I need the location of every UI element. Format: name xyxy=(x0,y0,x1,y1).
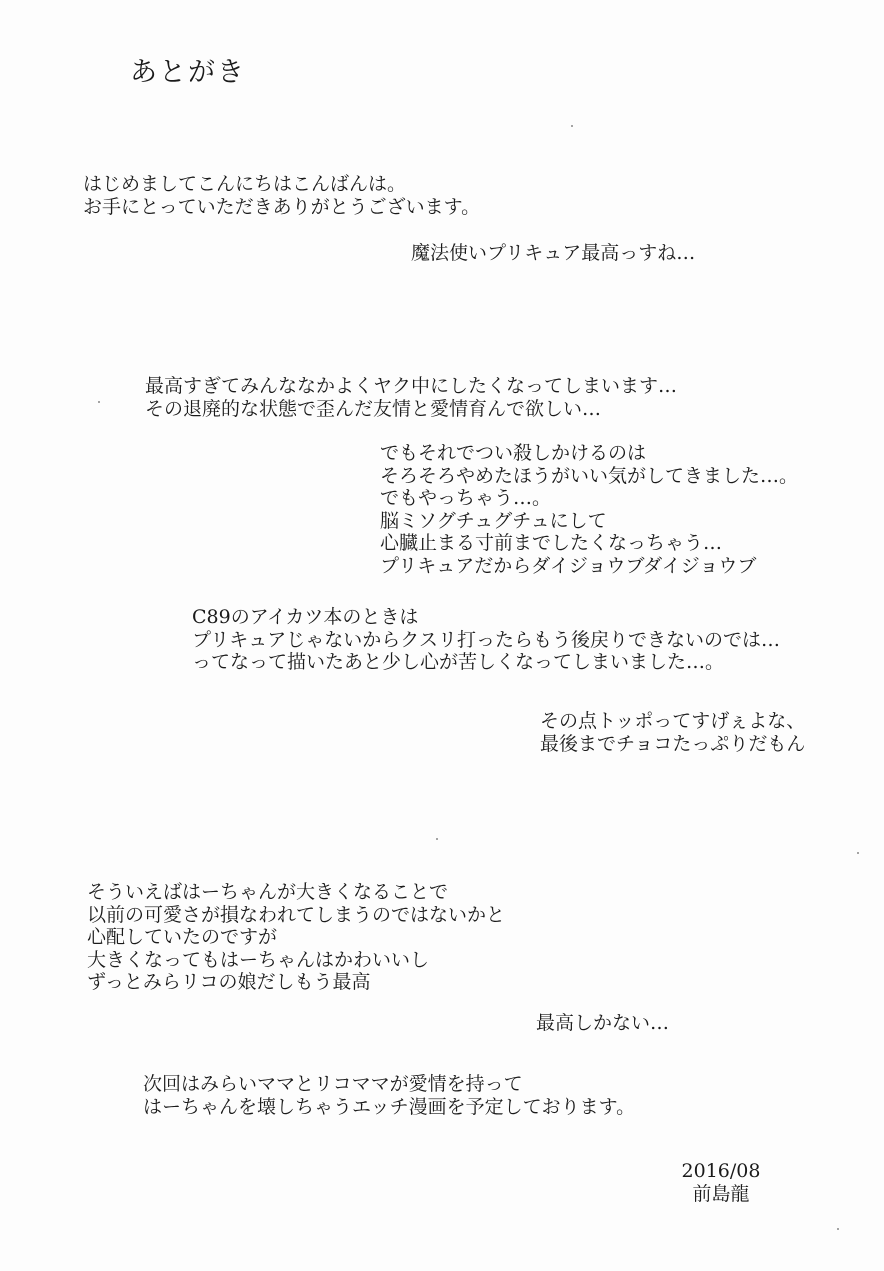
text-line: そろそろやめたほうがいい気がしてきました…。 xyxy=(380,464,799,487)
text-line: 最後までチョコたっぷりだもん xyxy=(540,732,806,755)
text-line: でもやっちゃう…。 xyxy=(380,487,552,509)
text-line: お手にとっていただきありがとうございます。 xyxy=(83,195,481,218)
text-line: そういえばはーちゃんが大きくなることで xyxy=(87,881,449,903)
best-remark xyxy=(536,1012,669,1035)
text-line: はじめましてこんにちはこんばんは。 xyxy=(83,173,407,195)
text-line: その点トッポってすげぇよな、 xyxy=(540,710,806,732)
c89-paragraph xyxy=(192,606,780,674)
text-line: 心臓止まる寸前までしたくなっちゃう… xyxy=(380,532,723,554)
text-line: 魔法使いプリキュア最高っすね… xyxy=(411,242,696,264)
text-line: プリキュアだからダイジョウブダイジョウブ xyxy=(380,554,757,577)
text-line: はーちゃんを壊しちゃうエッチ漫画を予定しております。 xyxy=(143,1095,636,1118)
toppo-paragraph xyxy=(540,710,805,755)
text-line: でもそれでつい殺しかけるのは xyxy=(380,442,647,464)
greeting-paragraph xyxy=(83,173,480,218)
confession-paragraph xyxy=(380,442,798,577)
text-line: 大きくなってもはーちゃんはかわいいし xyxy=(87,948,430,971)
precure-remark xyxy=(411,242,695,265)
text-line: プリキュアじゃないからクスリ打ったらもう後戻りできないのでは… xyxy=(192,628,781,651)
scan-speck xyxy=(571,125,573,127)
hachan-paragraph xyxy=(87,881,505,994)
text-line: ってなって描いたあと少し心が苦しくなってしまいました…。 xyxy=(192,651,725,673)
text-line: ずっとみらリコの娘だしもう最高 xyxy=(87,971,371,993)
next-time-paragraph xyxy=(143,1073,635,1118)
text-line: 最高しかない… xyxy=(536,1012,670,1034)
author-name: 前島龍 xyxy=(692,1182,750,1205)
text-line: その退廃的な状態で歪んだ友情と愛情育んで欲しい… xyxy=(145,397,602,420)
text-line: C89のアイカツ本のときは xyxy=(192,606,419,628)
page-title: あとがき xyxy=(130,57,246,88)
text-line: 最高すぎてみんななかよくヤク中にしたくなってしまいます… xyxy=(145,375,678,397)
signature-block xyxy=(681,1160,761,1205)
text-line: 以前の可愛さが損なわれてしまうのではないかと xyxy=(87,903,506,926)
text-line: 脳ミソグチュグチュにして xyxy=(380,509,607,532)
scan-speck xyxy=(98,401,100,403)
feelings-paragraph xyxy=(145,375,677,420)
text-line: 次回はみらいママとリコママが愛情を持って xyxy=(143,1073,523,1095)
scan-speck xyxy=(837,1228,839,1230)
date-text: 2016/08 xyxy=(681,1160,761,1182)
scan-speck xyxy=(436,838,438,840)
text-line: 心配していたのですが xyxy=(87,926,278,948)
scan-speck xyxy=(857,852,859,854)
